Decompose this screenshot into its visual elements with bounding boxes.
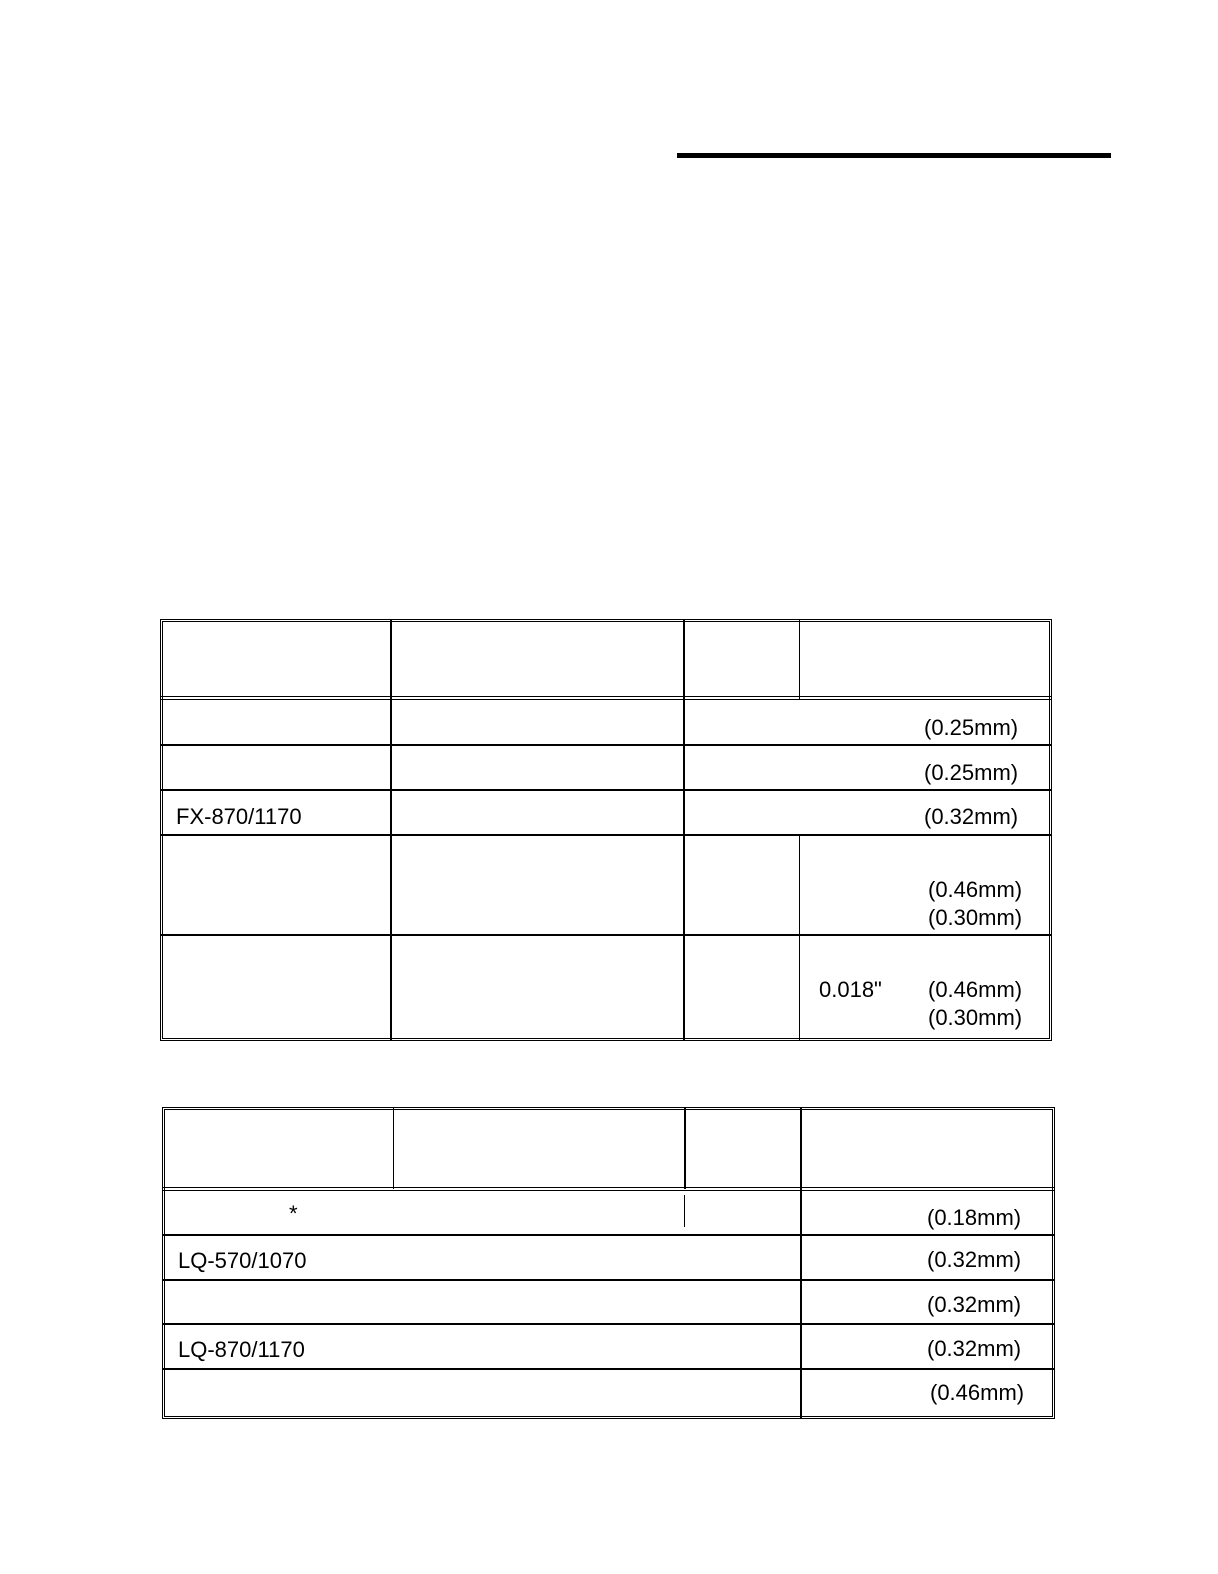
paper-thickness-table-fx — [160, 619, 1052, 1041]
table-cell-spec: (0.46mm) — [928, 877, 1023, 902]
table-border — [160, 619, 1052, 1041]
table-cell-spec: (0.18mm) — [927, 1205, 1022, 1230]
header-divider — [160, 696, 1052, 700]
row-divider — [160, 744, 1052, 746]
row-divider — [162, 1323, 1055, 1325]
table-cell-inch: 0.018" — [819, 977, 882, 1002]
table-cell-spec: (0.32mm) — [927, 1247, 1022, 1272]
column-divider — [799, 834, 800, 1041]
table-cell-spec: (0.32mm) — [924, 804, 1019, 829]
row-divider — [162, 1234, 1055, 1236]
column-divider — [393, 1107, 394, 1189]
table-cell-spec: (0.32mm) — [927, 1292, 1022, 1317]
column-divider — [683, 619, 685, 1041]
table-cell-spec: (0.32mm) — [927, 1336, 1022, 1361]
table-cell-spec: (0.30mm) — [928, 1005, 1023, 1030]
row-divider — [162, 1279, 1055, 1281]
row-divider — [160, 934, 1052, 936]
table-cell-spec: (0.46mm) — [928, 977, 1023, 1002]
table-cell-spec: (0.25mm) — [924, 715, 1019, 740]
row-divider — [160, 789, 1052, 791]
table-cell-model: * — [289, 1201, 298, 1226]
column-divider — [684, 1195, 685, 1227]
table-cell-model: LQ-570/1070 — [178, 1248, 307, 1273]
column-divider — [799, 619, 800, 699]
table-cell-spec: (0.25mm) — [924, 760, 1019, 785]
column-divider — [800, 1107, 802, 1419]
table-cell-spec: (0.30mm) — [928, 905, 1023, 930]
row-divider — [162, 1368, 1055, 1370]
table-cell-model: LQ-870/1170 — [178, 1337, 305, 1362]
table-cell-model: FX-870/1170 — [176, 804, 302, 829]
table-cell-spec: (0.46mm) — [930, 1380, 1025, 1405]
column-divider — [390, 619, 392, 1041]
row-divider — [160, 834, 1052, 836]
column-divider — [684, 1107, 686, 1189]
header-rule — [677, 153, 1111, 158]
header-divider — [162, 1187, 1055, 1191]
paper-thickness-table-lq — [162, 1107, 1055, 1419]
